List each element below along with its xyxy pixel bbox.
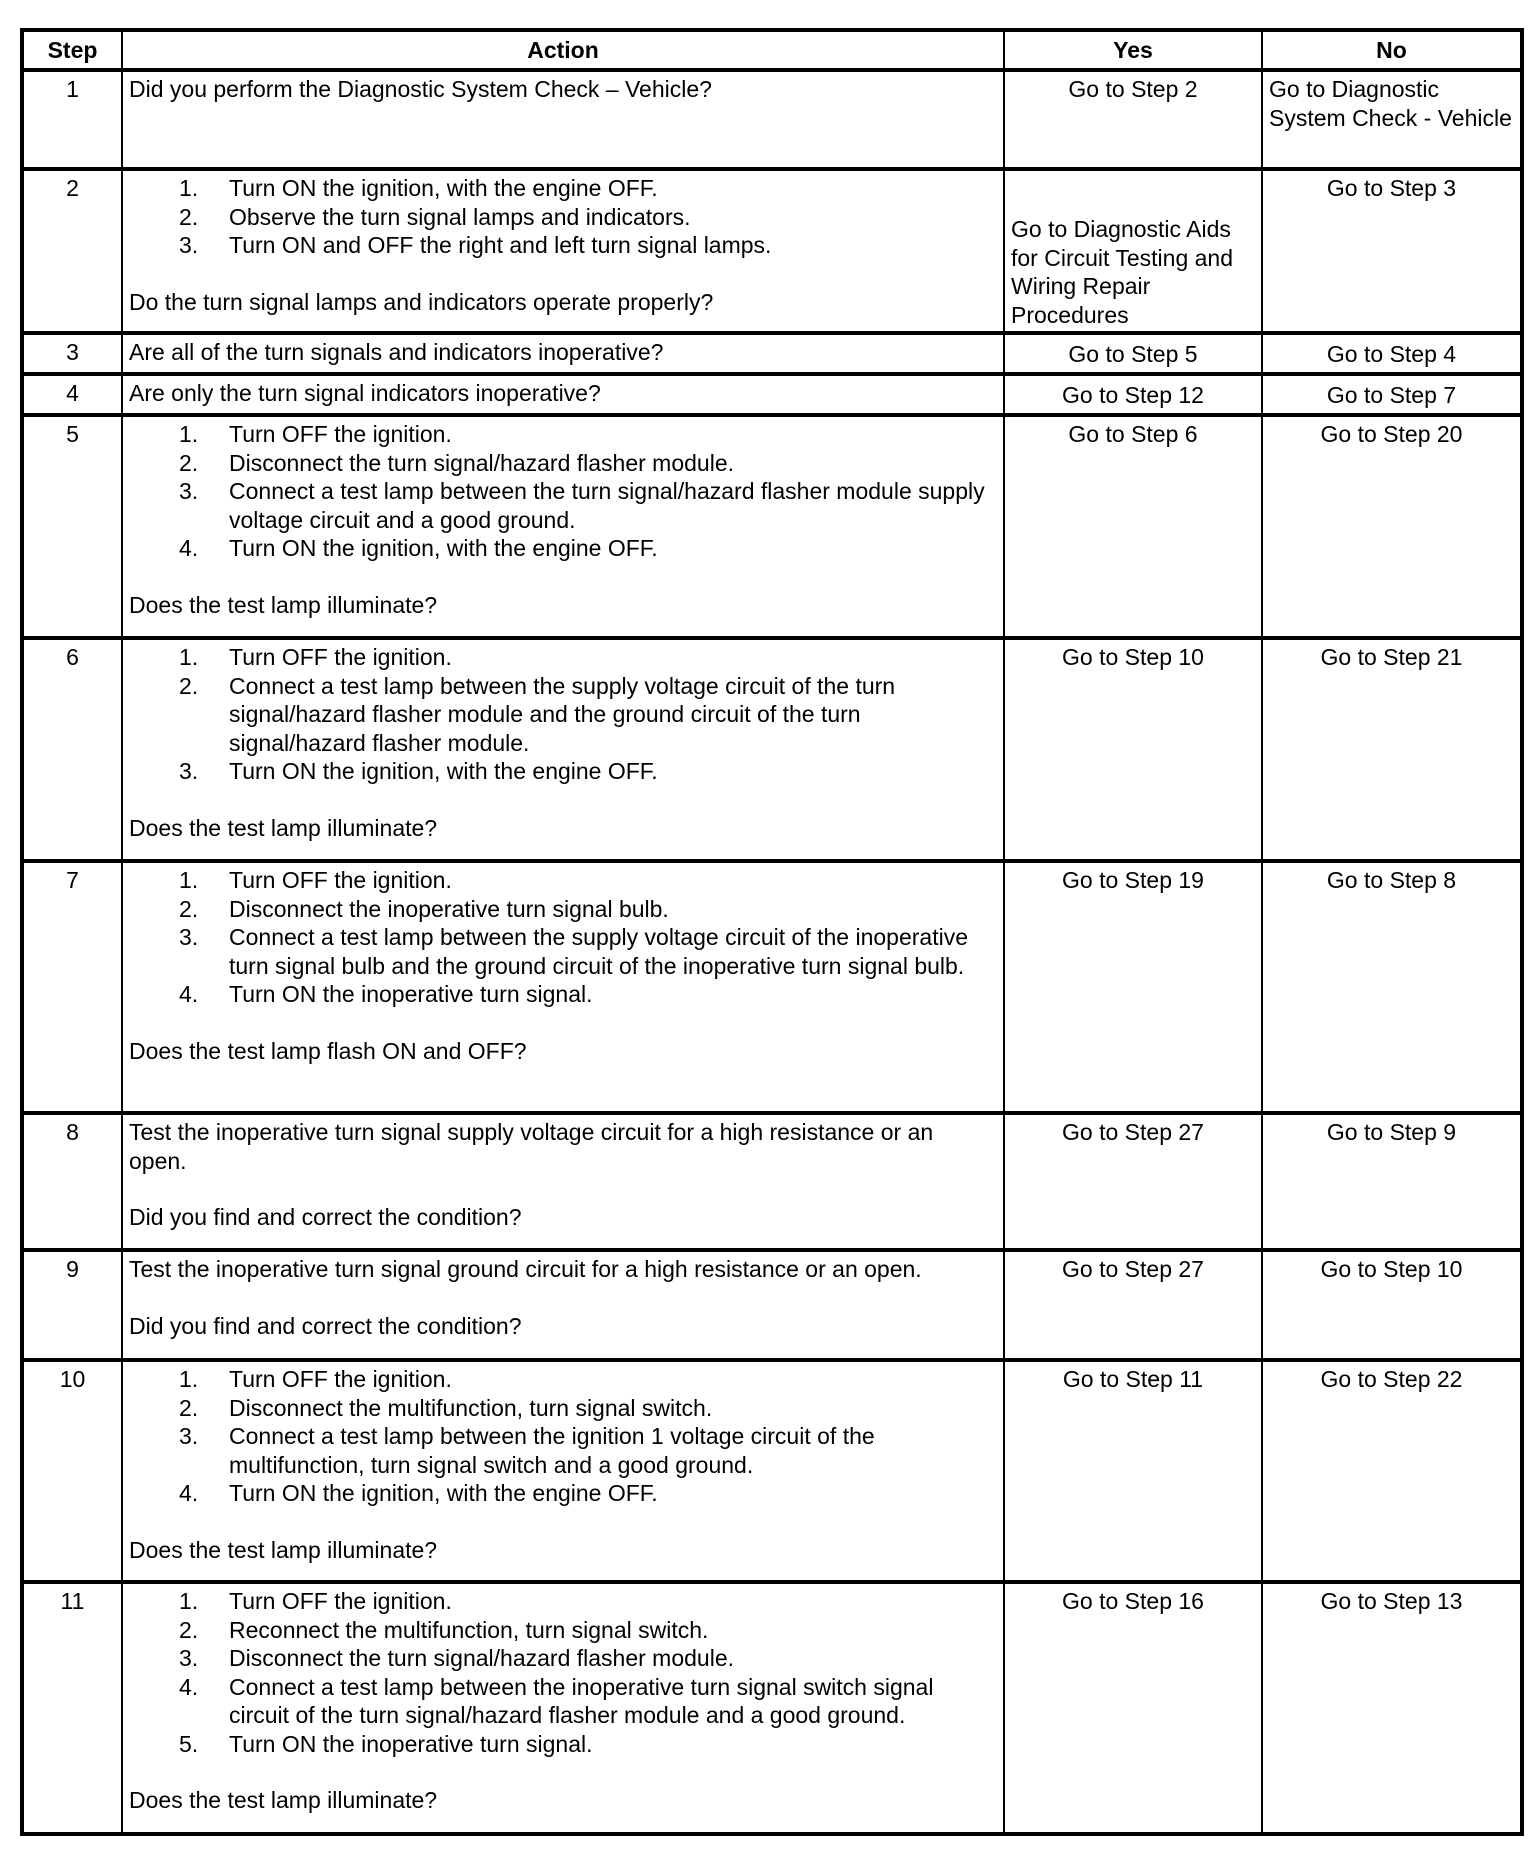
action-cell xyxy=(122,170,1004,334)
yes-cell: Go to Step 5 xyxy=(1004,334,1262,375)
question-text: Are all of the turn signals and indicators inoperative? xyxy=(122,334,1004,375)
step-number: 8 xyxy=(23,1114,122,1251)
no-cell: Go to Step 9 xyxy=(1262,1114,1521,1251)
table-row xyxy=(23,334,1521,375)
yes-cell: Go to Step 27 xyxy=(1004,1251,1262,1361)
question-text: Did you find and correct the condition? xyxy=(129,1204,522,1230)
header-yes: Yes xyxy=(1004,31,1262,71)
question-text: Does the test lamp illuminate? xyxy=(129,1536,438,1563)
diagnostic-table xyxy=(20,28,1524,1836)
question-text: Does the test lamp illuminate? xyxy=(129,591,438,618)
question-text: Does the test lamp flash ON and OFF? xyxy=(129,1037,527,1064)
procedure-step: 2. Disconnect the multifunction, turn signal switch. xyxy=(179,1394,713,1421)
step-number: 10 xyxy=(23,1361,122,1583)
table-row xyxy=(23,170,1521,334)
table-row xyxy=(23,1114,1521,1251)
procedure-step: 2. Observe the turn signal lamps and indicators. xyxy=(179,203,691,230)
table-row xyxy=(23,1583,1521,1833)
no-cell: Go to Step 8 xyxy=(1262,862,1521,1114)
procedure-step: 1. Turn OFF the ignition. xyxy=(179,867,452,893)
procedure-list xyxy=(129,420,997,563)
procedure-step: 1. Turn ON the ignition, with the engine OFF. xyxy=(179,175,658,201)
action-cell xyxy=(122,639,1004,862)
action-cell xyxy=(122,1251,1004,1361)
step-number: 1 xyxy=(23,71,122,170)
procedure-list xyxy=(129,866,997,1009)
header-no: No xyxy=(1262,31,1521,71)
procedure-step: 1. Turn OFF the ignition. xyxy=(179,644,452,670)
no-cell: Go to Step 21 xyxy=(1262,639,1521,862)
test-instruction: Test the inoperative turn signal ground circuit for a high resistance or an open. xyxy=(129,1256,922,1282)
step-number: 5 xyxy=(23,416,122,639)
procedure-step: 1. Turn OFF the ignition. xyxy=(179,1588,452,1614)
no-cell: Go to Step 7 xyxy=(1262,375,1521,416)
yes-cell: Go to Step 6 xyxy=(1004,416,1262,639)
table-row xyxy=(23,639,1521,862)
procedure-list xyxy=(129,174,997,260)
table-row xyxy=(23,1251,1521,1361)
table-row xyxy=(23,862,1521,1114)
table-row xyxy=(23,416,1521,639)
procedure-step: 3. Connect a test lamp between the turn signal/hazard flasher module supply voltage circuit and a good ground. xyxy=(179,478,985,533)
procedure-step: 5. Turn ON the inoperative turn signal. xyxy=(179,1730,593,1757)
procedure-list xyxy=(129,1587,997,1758)
procedure-step: 3. Turn ON and OFF the right and left turn signal lamps. xyxy=(179,232,772,258)
step-number: 6 xyxy=(23,639,122,862)
question-text: Did you perform the Diagnostic System Check – Vehicle? xyxy=(129,76,712,102)
question-text: Does the test lamp illuminate? xyxy=(129,814,438,841)
yes-cell: Go to Step 16 xyxy=(1004,1583,1262,1833)
question-text: Did you find and correct the condition? xyxy=(129,1312,522,1339)
test-instruction: Test the inoperative turn signal supply voltage circuit for a high resistance or an open. xyxy=(129,1119,934,1174)
yes-cell: Go to Step 11 xyxy=(1004,1361,1262,1583)
yes-cell: Go to Step 2 xyxy=(1004,71,1262,170)
no-cell: Go to Step 3 xyxy=(1262,170,1521,334)
action-cell xyxy=(122,416,1004,639)
action-cell xyxy=(122,1583,1004,1833)
procedure-step: 3. Disconnect the turn signal/hazard flasher module. xyxy=(179,1645,735,1671)
yes-cell: Go to Step 10 xyxy=(1004,639,1262,862)
step-number: 7 xyxy=(23,862,122,1114)
procedure-step: 1. Turn OFF the ignition. xyxy=(179,1366,452,1392)
procedure-list xyxy=(129,1365,997,1508)
yes-cell: Go to Step 27 xyxy=(1004,1114,1262,1251)
table-row xyxy=(23,375,1521,416)
no-cell: Go to Step 4 xyxy=(1262,334,1521,375)
table-row xyxy=(23,1361,1521,1583)
no-cell: Go to Step 20 xyxy=(1262,416,1521,639)
procedure-step: 3. Connect a test lamp between the supply voltage circuit of the inoperative turn signal bulb and the ground circuit of the inoperative turn signal bulb. xyxy=(179,924,968,979)
header-step: Step xyxy=(23,31,122,71)
yes-cell: Go to Diagnostic Aids for Circuit Testing and Wiring Repair Procedures xyxy=(1004,170,1262,334)
yes-cell: Go to Step 12 xyxy=(1004,375,1262,416)
procedure-step: 4. Turn ON the ignition, with the engine OFF. xyxy=(179,1480,658,1506)
step-number: 3 xyxy=(23,334,122,375)
step-number: 2 xyxy=(23,170,122,334)
step-number: 9 xyxy=(23,1251,122,1361)
no-cell: Go to Step 22 xyxy=(1262,1361,1521,1583)
no-cell: Go to Diagnostic System Check - Vehicle xyxy=(1262,71,1521,170)
procedure-step: 4. Connect a test lamp between the inoperative turn signal switch signal circuit of the turn signal/hazard flasher module and a good ground. xyxy=(179,1673,934,1728)
step-number: 4 xyxy=(23,375,122,416)
procedure-step: 2. Disconnect the inoperative turn signal bulb. xyxy=(179,895,669,922)
procedure-step: 2. Connect a test lamp between the supply voltage circuit of the turn signal/hazard flasher module and the ground circuit of the turn signal/hazard flasher module. xyxy=(179,672,896,756)
procedure-step: 2. Disconnect the turn signal/hazard flasher module. xyxy=(179,449,735,476)
no-cell: Go to Step 10 xyxy=(1262,1251,1521,1361)
diagnostic-table-container xyxy=(20,28,1518,1836)
yes-cell: Go to Step 19 xyxy=(1004,862,1262,1114)
procedure-step: 3. Turn ON the ignition, with the engine OFF. xyxy=(179,758,658,784)
header-action: Action xyxy=(122,31,1004,71)
no-cell: Go to Step 13 xyxy=(1262,1583,1521,1833)
procedure-step: 3. Connect a test lamp between the ignition 1 voltage circuit of the multifunction, turn signal switch and a good ground. xyxy=(179,1423,875,1478)
action-cell xyxy=(122,1114,1004,1251)
table-row xyxy=(23,71,1521,170)
procedure-step: 4. Turn ON the ignition, with the engine OFF. xyxy=(179,535,658,561)
action-cell xyxy=(122,1361,1004,1583)
procedure-step: 1. Turn OFF the ignition. xyxy=(179,421,452,447)
question-text: Does the test lamp illuminate? xyxy=(129,1787,438,1813)
question-text: Do the turn signal lamps and indicators operate properly? xyxy=(129,288,714,315)
procedure-step: 2. Reconnect the multifunction, turn signal switch. xyxy=(179,1616,709,1643)
procedure-step: 4. Turn ON the inoperative turn signal. xyxy=(179,981,593,1007)
table-header-row xyxy=(23,31,1521,71)
action-cell xyxy=(122,862,1004,1114)
step-number: 11 xyxy=(23,1583,122,1833)
procedure-list xyxy=(129,643,997,786)
question-text: Are only the turn signal indicators inoperative? xyxy=(122,375,1004,416)
action-cell xyxy=(122,71,1004,170)
